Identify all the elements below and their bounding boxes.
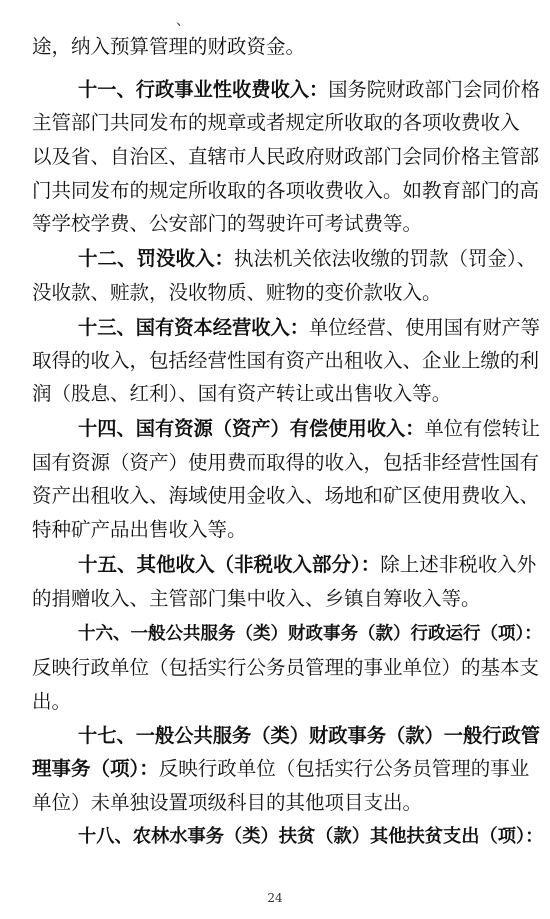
text-line: 十一、行政事业性收费收入：国务院财政部门会同价格	[78, 78, 540, 101]
section-heading: 十四、国有资源（资产）有偿使用收入：	[78, 417, 425, 440]
text-line: 没收款、赃款，没收物质、赃物的变价款收入。	[32, 281, 442, 304]
section-heading: 十一、行政事业性收费收入：	[78, 78, 329, 101]
text-line: 以及省、自治区、直辖市人民政府财政部门会同价格主管部	[32, 145, 540, 168]
text-line: 特种矿产品出售收入等。	[32, 518, 247, 541]
page-number: 24	[267, 891, 283, 905]
section-heading: 十三、国有资本经营收入：	[78, 316, 309, 339]
section-heading: 十五、其他收入（非税收入部分）：	[78, 553, 381, 576]
text-line: 十五、其他收入（非税收入部分）：除上述非税收入外	[78, 553, 537, 576]
text-line: 途，纳入预算管理的财政资金。	[32, 35, 306, 58]
text-line: 门共同发布的规定所收取的各项收费收入。如教育部门的高	[32, 179, 540, 202]
text-line: 的捐赠收入、主管部门集中收入、乡镇自筹收入等。	[32, 587, 481, 610]
text-line: 资产出租收入、海域使用金收入、场地和矿区使用费收入、	[32, 484, 540, 507]
text-line: 反映行政单位（包括实行公务员管理的事业单位）的基本支	[32, 656, 540, 679]
text-line: 取得的收入，包括经营性国有资产出租收入、企业上缴的利	[32, 349, 540, 372]
text-line: 等学校学费、公安部门的驾驶许可考试费等。	[32, 212, 423, 235]
section-heading: 十八、农林水事务（类）扶贫（款）其他扶贫支出（项）：	[78, 826, 544, 847]
text-line	[78, 820, 544, 854]
text-line: 十三、国有资本经营收入：单位经营、使用国有财产等	[78, 316, 540, 339]
section-heading: 十七、一般公共服务（类）财政事务（款）一般行政管	[78, 724, 540, 747]
text-line: 单位）未单独设置项级科目的其他项目支出。	[32, 791, 423, 814]
text-line	[78, 617, 544, 651]
section-heading: 十六、一般公共服务（类）财政事务（款）行政运行（项）：	[78, 624, 542, 644]
page-mark: 、	[176, 13, 190, 29]
text-line: 十二、罚没收入：执法机关依法收缴的罚款（罚金）、	[78, 247, 537, 270]
section-heading: 十二、罚没收入：	[78, 247, 235, 270]
text-line: 润（股息、红利）、国有资产转让或出售收入等。	[32, 382, 452, 405]
section-heading: 理事务（项）：	[32, 757, 159, 780]
text-line: 出。	[32, 690, 72, 713]
text-line	[78, 719, 544, 753]
text-line: 国有资源（资产）使用费而取得的收入，包括非经营性国有	[32, 451, 540, 474]
text-line: 理事务（项）：反映行政单位（包括实行公务员管理的事业	[32, 757, 530, 780]
text-line: 主管部门共同发布的规章或者规定所收取的各项收费收入	[32, 111, 520, 134]
text-line: 十四、国有资源（资产）有偿使用收入：单位有偿转让	[78, 417, 540, 440]
